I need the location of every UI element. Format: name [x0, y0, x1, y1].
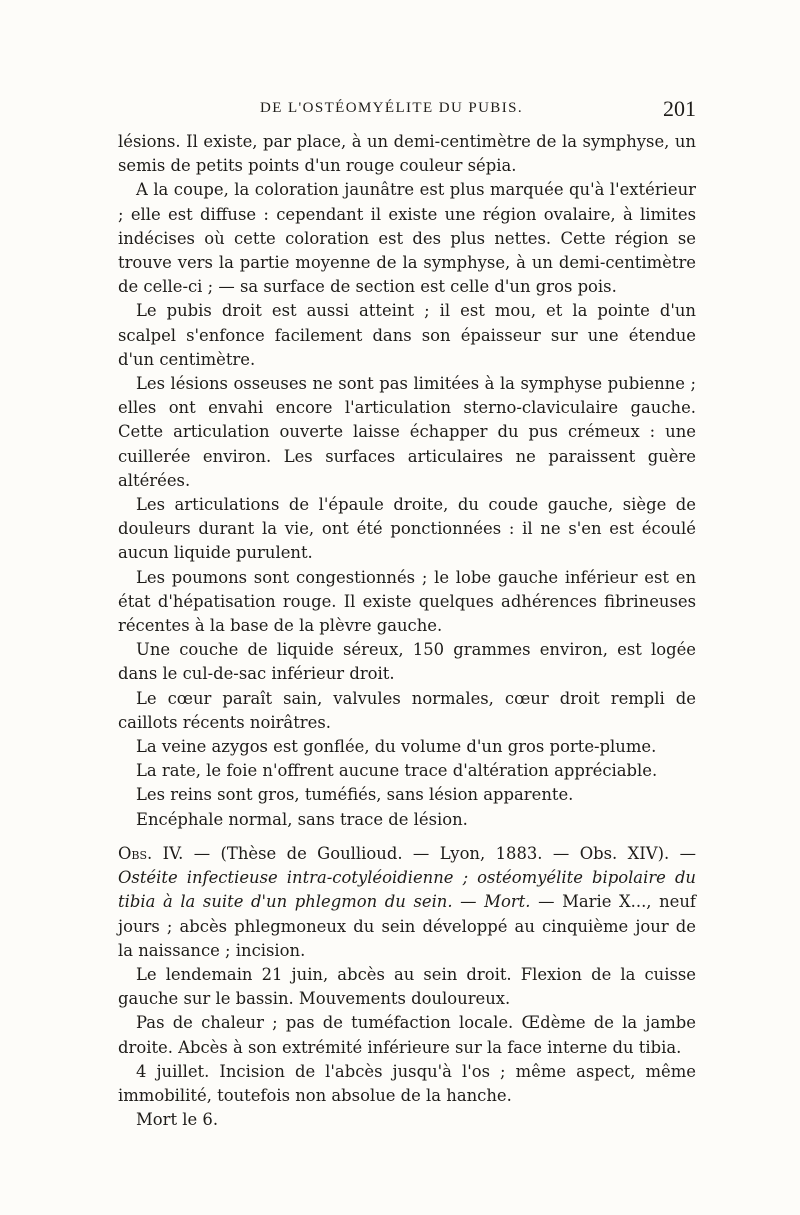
paragraph: 4 juillet. Incision de l'abcès jusqu'à l'os ; même aspect, même immobilité, toutefois non absolue de la hanche.: [118, 1061, 696, 1105]
page-number: 201: [663, 96, 696, 121]
observation-heading: [118, 842, 696, 963]
paragraph: Encéphale normal, sans trace de lésion.: [136, 809, 468, 829]
body-text: [118, 130, 696, 1132]
paragraph: Le cœur paraît sain, valvules normales, cœur droit rempli de caillots récents noirâtres.: [118, 688, 696, 732]
paragraph: Le lendemain 21 juin, abcès au sein droit. Flexion de la cuisse gauche sur le bassin. Mouvements douloureux.: [118, 964, 696, 1009]
observation-label: Obs. IV.: [118, 843, 184, 863]
paragraph: Le pubis droit est aussi atteint ; il est mou, et la pointe d'un scalpel s'enfonce facilement dans son épaisseur sur une étendue d'un centimètre.: [118, 301, 696, 369]
paragraph: Pas de chaleur ; pas de tuméfaction locale. Œdème de la jambe droite. Abcès à son extrémité inférieure sur la face interne du tibia.: [118, 1013, 696, 1057]
running-title: DE L'OSTÉOMYÉLITE DU PUBIS.: [260, 100, 523, 116]
paragraph: La rate, le foie n'offrent aucune trace d'altération appréciable.: [136, 761, 658, 781]
paragraph: Les poumons sont congestionnés ; le lobe gauche inférieur est en état d'hépatisation rouge. Il existe quelques adhérences fibrineuses récentes à la base de la plèvre gauche.: [118, 567, 696, 636]
observation-title: Ostéite infectieuse intra-cotyléoidienne ; ostéomyélite bipolaire du tibia à la suite d'un phlegmon du sein. — Mort.: [118, 868, 696, 912]
page-header: [118, 96, 696, 124]
observation-reference: — (Thèse de Goullioud. — Lyon, 1883. — Obs. XIV). —: [183, 843, 696, 863]
paragraph: Une couche de liquide séreux, 150 grammes environ, est logée dans le cul-de-sac inférieur droit.: [118, 640, 696, 684]
paragraph: La veine azygos est gonflée, du volume d'un gros porte-plume.: [136, 737, 657, 757]
paragraph: Les lésions osseuses ne sont pas limitées à la symphyse pubienne ; elles ont envahi encore l'articulation sterno-claviculaire gauche. Cette articulation ouverte laisse échapper du pus crémeux : une cuillerée environ. Les surfaces articulaires ne paraissent guère altérées.: [118, 374, 696, 490]
paragraph: Les articulations de l'épaule droite, du coude gauche, siège de douleurs durant la vie, ont été ponctionnées : il ne s'en est écoulé aucun liquide purulent.: [118, 495, 696, 563]
observation-summary: — Marie X..., neuf jours ; abcès phlegmoneux du sein développé au cinquième jour de la naissance ; incision.: [118, 892, 696, 960]
paragraph: Mort le 6.: [136, 1110, 219, 1130]
paragraph: Les reins sont gros, tuméfiés, sans lésion apparente.: [136, 785, 574, 805]
paragraph: lésions. Il existe, par place, à un demi-centimètre de la symphyse, un semis de petits points d'un rouge couleur sépia.: [118, 132, 696, 176]
paragraph: A la coupe, la coloration jaunâtre est plus marquée qu'à l'extérieur ; elle est diffuse : cependant il existe une région ovalaire, à limites indécises où cette coloration est des plus nettes. Cette région se trouve vers la partie moyenne de la symphyse, à un demi-centimètre de celle-ci ; — sa surface de section est celle d'un gros pois.: [118, 180, 696, 297]
